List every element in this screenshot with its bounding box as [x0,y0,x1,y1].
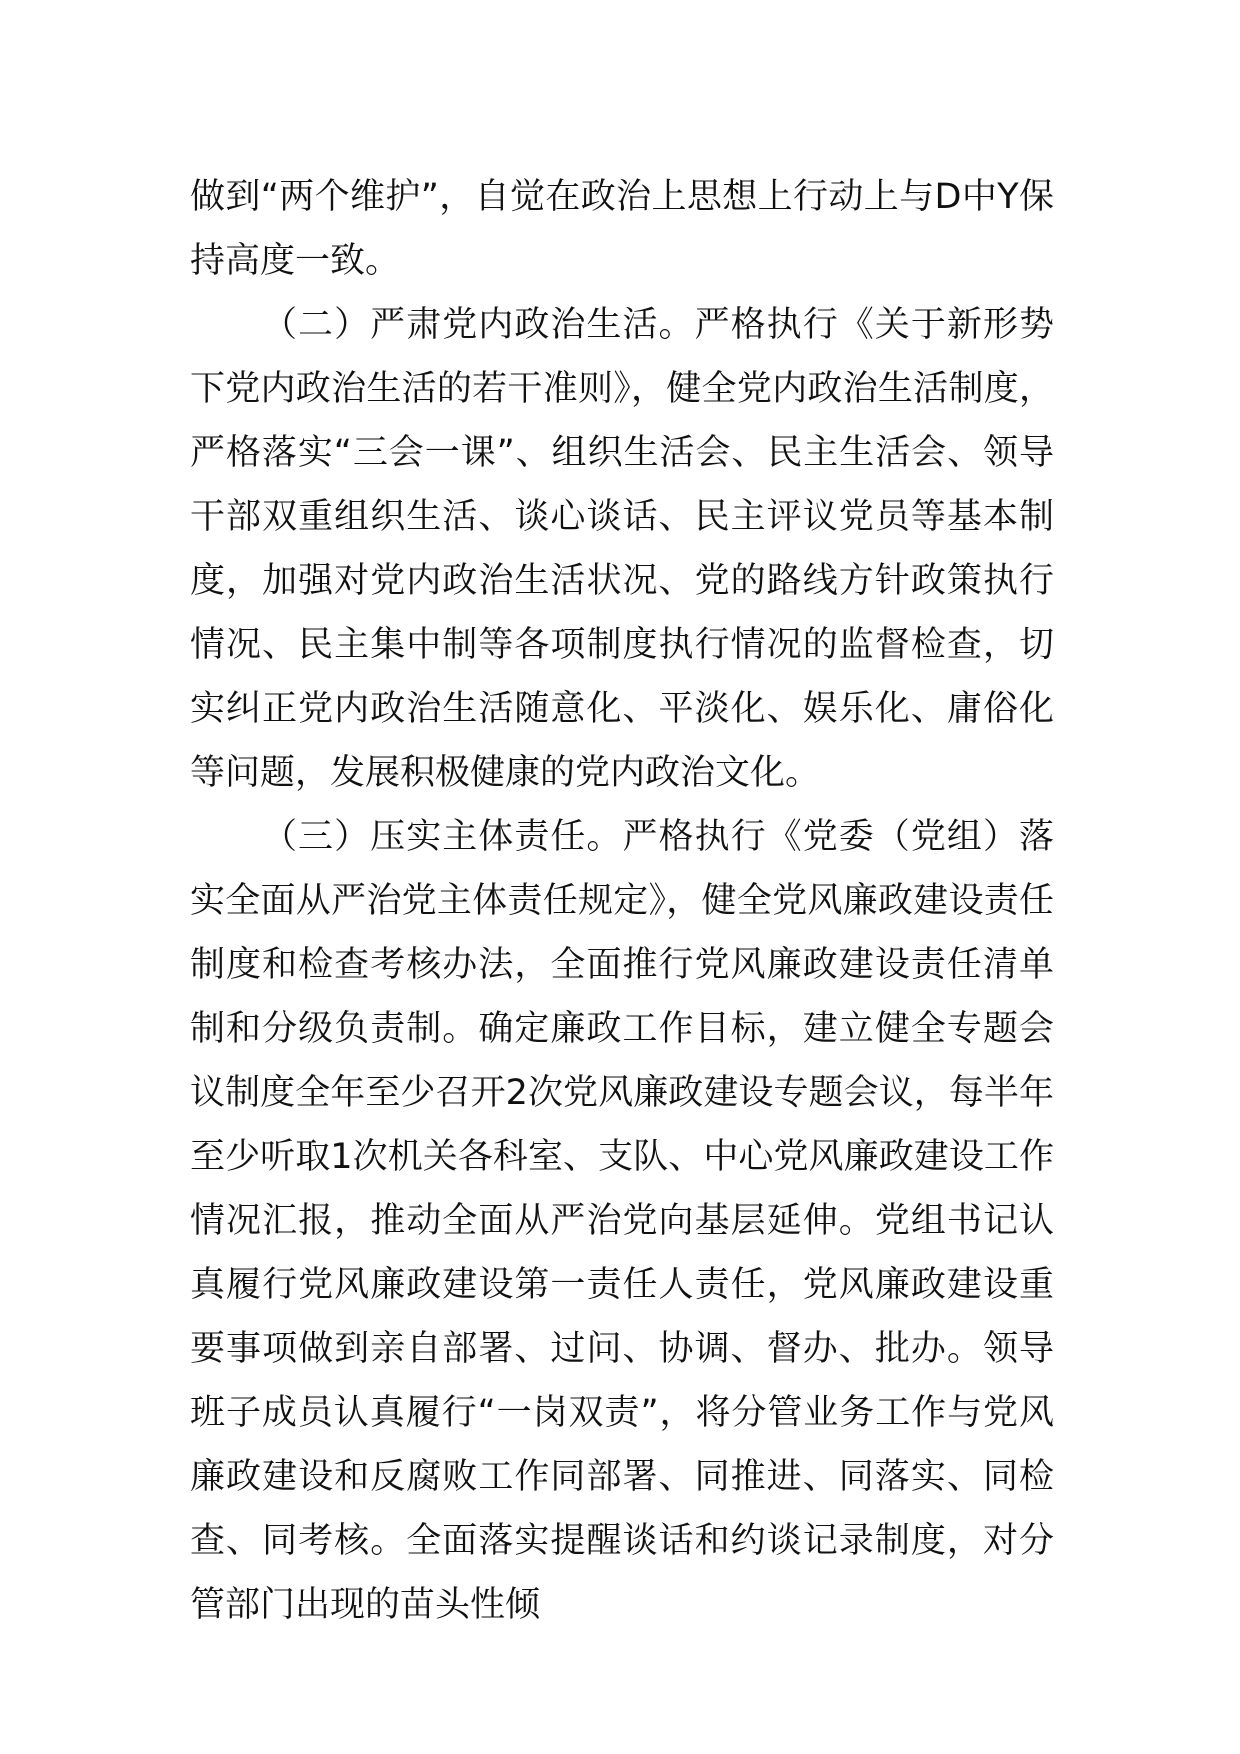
paragraph-continuation: 做到“两个维护”，自觉在政治上思想上行动上与D中Y保持高度一致。 [190,177,1054,281]
paragraph-block-1 [190,165,1054,293]
paragraph-section-2: （二）严肃党内政治生活。严格执行《关于新形势下党内政治生活的若干准则》，健全党内政治生活制度，严格落实“三会一课”、组织生活会、民主生活会、领导干部双重组织生活、谈心谈话、民主评议党员等基本制度，加强对党内政治生活状况、党的路线方针政策执行情况、民主集中制等各项制度执行情况的监督检查，切实纠正党内政治生活随意化、平淡化、娱乐化、庸俗化等问题，发展积极健康的党内政治文化。 [190,305,1054,793]
paragraph-block-2 [190,293,1054,805]
paragraph-section-3: （三）压实主体责任。严格执行《党委（党组）落实全面从严治党主体责任规定》，健全党风廉政建设责任制度和检查考核办法，全面推行党风廉政建设责任清单制和分级负责制。确定廉政工作目标，建立健全专题会议制度全年至少召开2次党风廉政建设专题会议，每半年至少听取1次机关各科室、支队、中心党风廉政建设工作情况汇报，推动全面从严治党向基层延伸。党组书记认真履行党风廉政建设第一责任人责任，党风廉政建设重要事项做到亲自部署、过问、协调、督办、批办。领导班子成员认真履行“一岗双责”，将分管业务工作与党风廉政建设和反腐败工作同部署、同推进、同落实、同检查、同考核。全面落实提醒谈话和约谈记录制度，对分管部门出现的苗头性倾 [190,817,1054,1625]
paragraph-block-3 [190,805,1054,1637]
